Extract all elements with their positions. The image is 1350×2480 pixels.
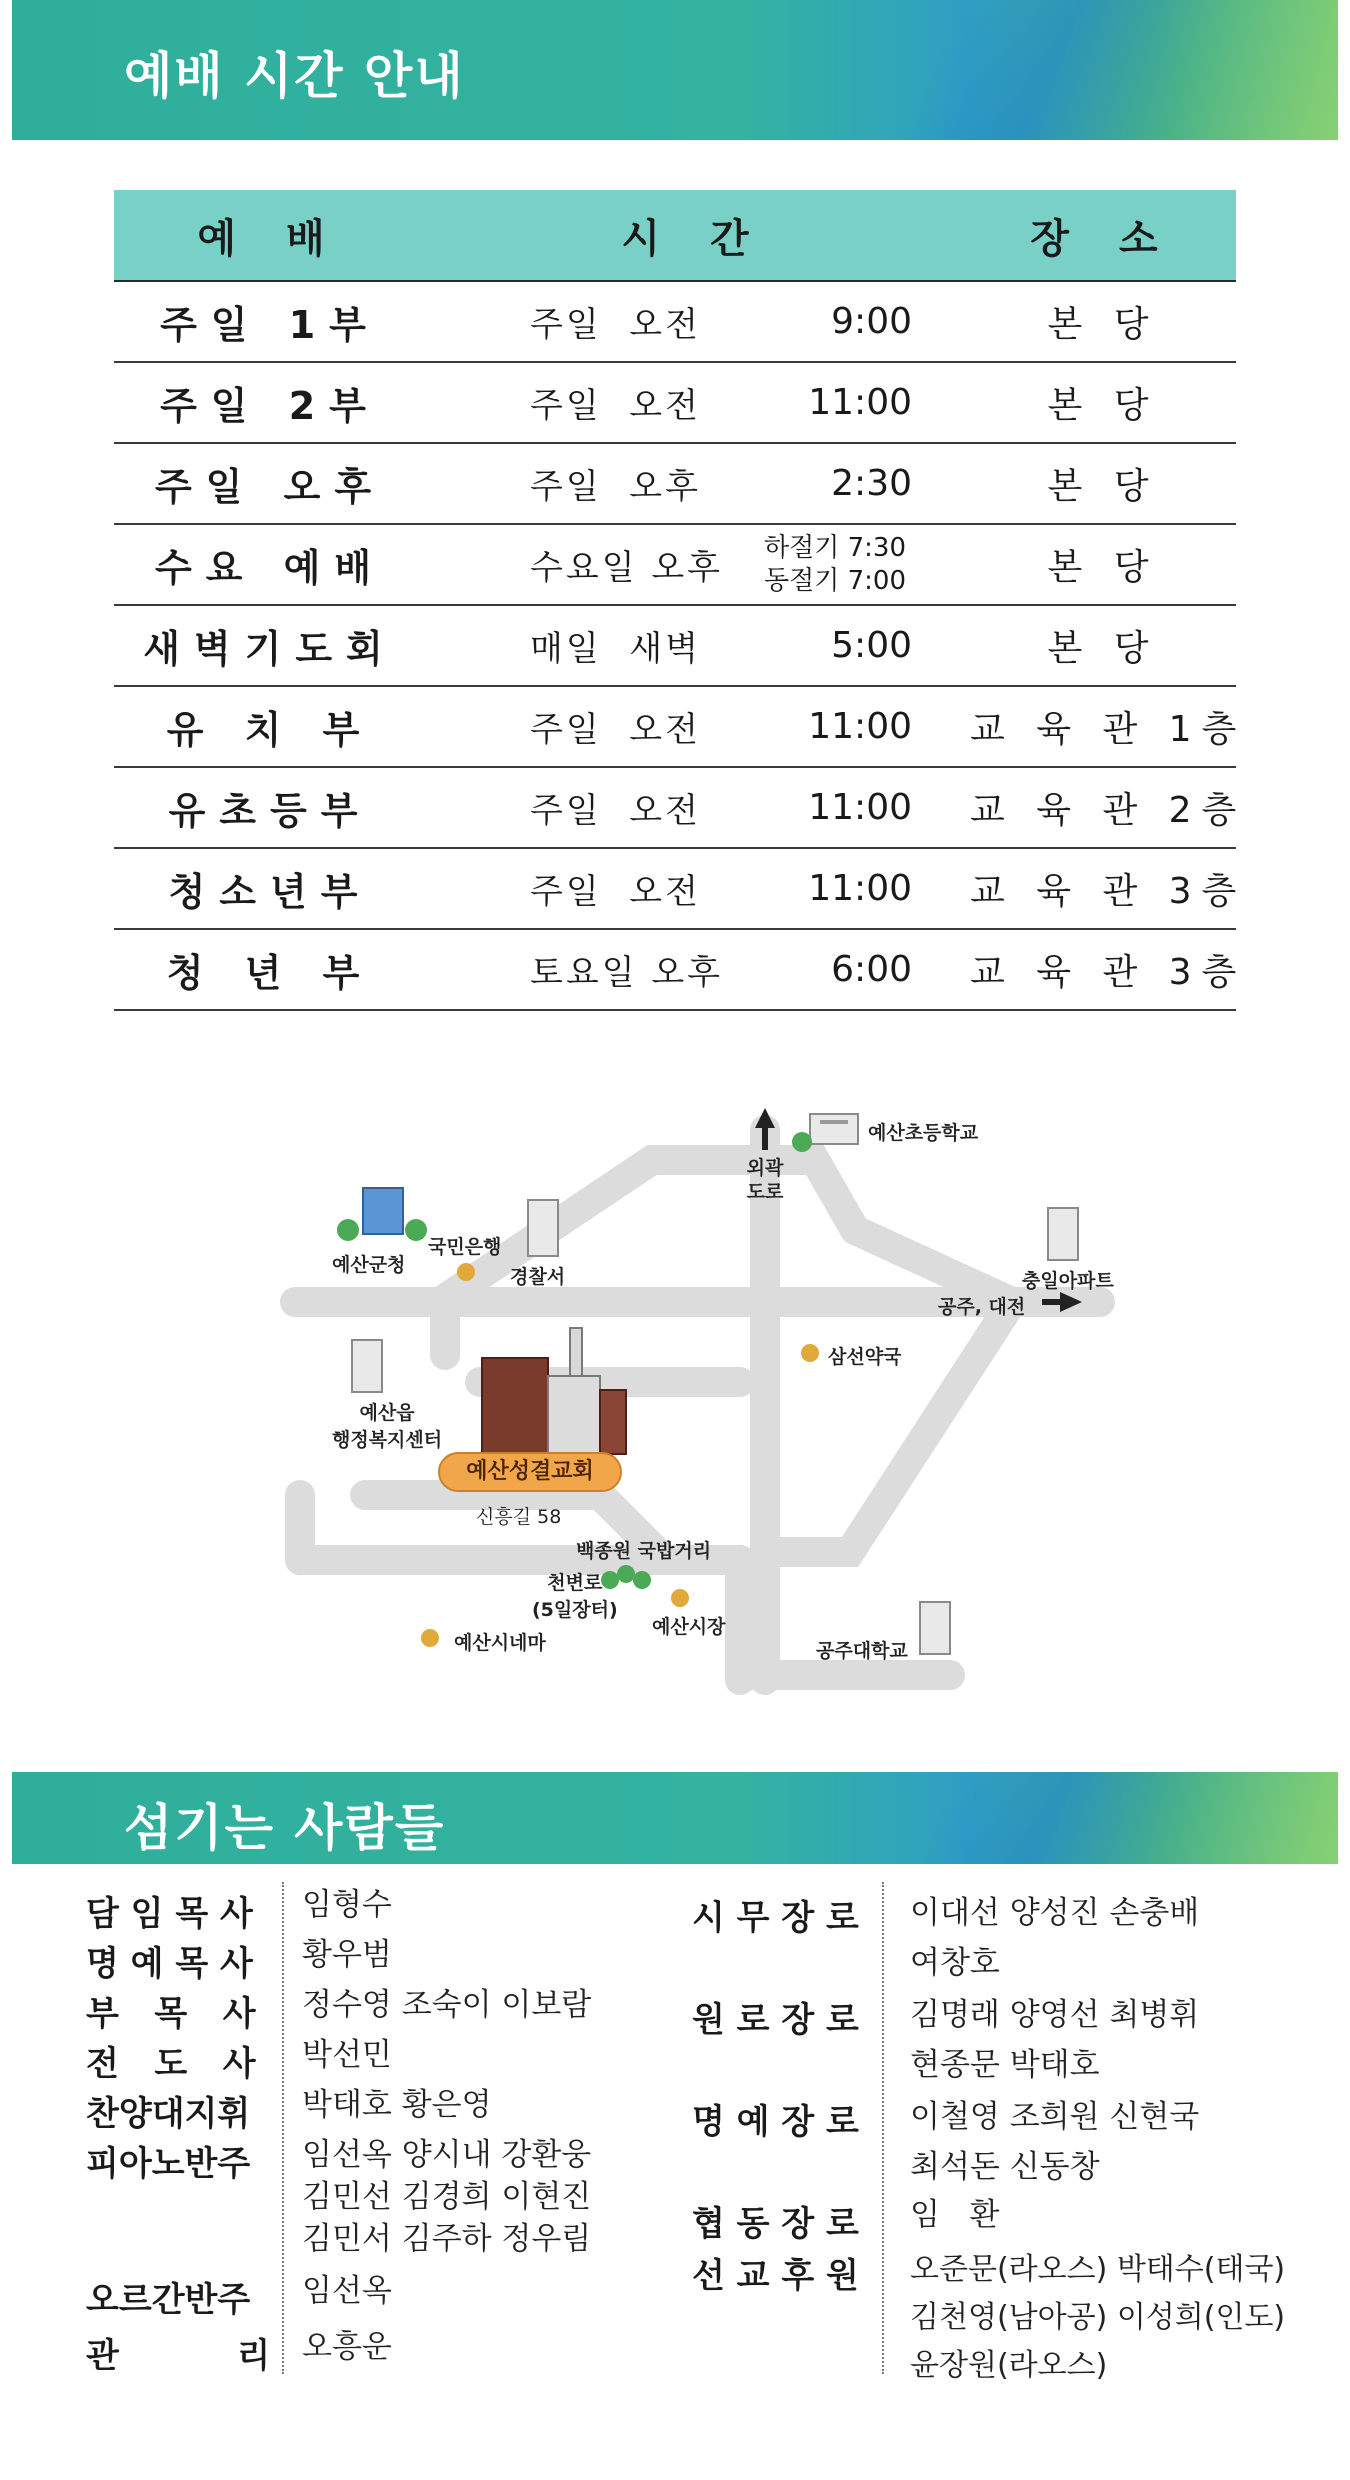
map-label-welfare-center-line2: 행정복지센터	[332, 1429, 443, 1451]
map-label-cheonbeon-line1: 천변로	[547, 1572, 603, 1594]
table-row	[114, 525, 1236, 606]
map-label-cinema: 예산시네마	[454, 1632, 546, 1654]
table-row	[114, 363, 1236, 444]
staff-names: 임 환	[910, 2197, 1000, 2233]
service-name: 주일 1부	[160, 303, 380, 347]
service-day: 주일 오전	[530, 386, 701, 426]
staff-names: 임형수	[302, 1887, 392, 1923]
service-day: 매일 새벽	[530, 629, 701, 669]
map-label-police: 경찰서	[510, 1266, 566, 1288]
service-name: 청소년부	[168, 870, 372, 914]
service-place: 교 육 관 3층	[970, 871, 1247, 912]
map-label-cheonbeon-line2: (5일장터)	[532, 1599, 618, 1621]
staff-name-line: 이철영 조희원 신현국	[910, 2099, 1200, 2135]
table-row	[114, 930, 1247, 1011]
service-time-summer: 하절기 7:30	[764, 532, 906, 563]
staff-name-line: 김민선 김경희 이현진	[302, 2179, 592, 2215]
staff-role: 전 도 사	[86, 2044, 256, 2084]
service-name: 유초등부	[168, 789, 372, 833]
map-label-gukbap-street: 백종원 국밥거리	[576, 1540, 712, 1562]
staff-name-line: 김명래 양영선 최병휘	[910, 1997, 1200, 2033]
staff-role: 명 예 목 사	[86, 1944, 253, 1984]
staff-names	[302, 2134, 591, 2260]
service-name: 청 년 부	[166, 951, 374, 995]
service-place: 본 당	[1047, 547, 1159, 588]
service-time-winter: 동절기 7:00	[764, 565, 906, 596]
staff-section-banner	[12, 1772, 1338, 1864]
church-name-badge: 예산성결교회	[438, 1452, 622, 1492]
service-time: 5:00	[831, 625, 912, 666]
worship-section-title: 예배 시간 안내	[124, 47, 465, 105]
service-place: 본 당	[1047, 304, 1159, 345]
staff-role: 피아노반주	[86, 2144, 251, 2184]
header-time: 시 간	[621, 215, 767, 262]
service-name: 주일 오후	[154, 465, 386, 509]
staff-names: 임선옥	[302, 2273, 392, 2309]
staff-names: 오흥운	[302, 2329, 392, 2365]
service-time: 11:00	[808, 868, 912, 909]
staff-role: 관 리	[86, 2336, 271, 2376]
staff-name-line: 오준문(라오스) 박태수(태국)	[910, 2252, 1286, 2287]
service-place: 본 당	[1047, 385, 1159, 426]
service-place: 본 당	[1047, 628, 1159, 669]
service-day: 주일 오전	[530, 710, 701, 750]
staff-name-line: 임선옥 양시내 강환웅	[302, 2137, 592, 2173]
staff-name-line: 여창호	[910, 1945, 1000, 1981]
staff-role: 오르간반주	[86, 2280, 251, 2320]
staff-section-title: 섬기는 사람들	[124, 1799, 446, 1857]
service-name: 새벽기도회	[143, 627, 397, 671]
table-row	[114, 687, 1247, 768]
staff-names: 박태호 황은영	[302, 2087, 492, 2123]
service-day: 주일 오전	[530, 791, 701, 831]
map-label-county-office: 예산군청	[332, 1254, 406, 1276]
service-time: 11:00	[808, 382, 912, 423]
staff-name-line: 김민서 김주하 정우림	[302, 2221, 592, 2257]
location-map	[270, 1090, 1130, 1710]
staff-role: 협 동 장 로	[692, 2204, 859, 2244]
service-name: 주일 2부	[160, 384, 380, 428]
staff-names: 정수영 조숙이 이보람	[302, 1987, 592, 2023]
staff-names: 박선민	[302, 2037, 392, 2073]
service-day: 토요일 오후	[530, 953, 724, 993]
map-label-kb-bank: 국민은행	[428, 1236, 502, 1258]
staff-names	[910, 1990, 1199, 2090]
table-row	[114, 282, 1236, 363]
staff-name-line: 윤장원(라오스)	[910, 2348, 1108, 2383]
staff-role: 부 목 사	[86, 1994, 256, 2034]
staff-name-line: 이대선 양성진 손충배	[910, 1895, 1200, 1931]
worship-section-banner	[12, 0, 1338, 140]
table-row	[114, 606, 1236, 687]
map-label-elementary-school: 예산초등학교	[868, 1122, 979, 1144]
header-service: 예 배	[197, 215, 343, 262]
map-label-university: 공주대학교	[816, 1640, 908, 1662]
service-place: 교 육 관 3층	[970, 952, 1247, 993]
church-address: 신흥길 58	[476, 1506, 562, 1528]
map-label-welfare-center	[332, 1398, 442, 1452]
staff-name-line: 현종문 박태호	[910, 2047, 1100, 2083]
header-place: 장 소	[1030, 215, 1176, 262]
service-time: 11:00	[808, 706, 912, 747]
service-place: 교 육 관 1층	[970, 709, 1247, 750]
staff-role: 담 임 목 사	[86, 1894, 253, 1934]
service-time: 11:00	[808, 787, 912, 828]
service-day: 주일 오전	[530, 305, 701, 345]
service-time: 6:00	[831, 949, 912, 990]
service-time: 2:30	[831, 463, 912, 504]
divider	[282, 1882, 284, 2374]
map-label-apartment: 충일아파트	[1022, 1270, 1114, 1292]
staff-role: 원 로 장 로	[692, 2000, 859, 2040]
map-label-market: 예산시장	[652, 1616, 726, 1638]
service-place: 교 육 관 2층	[970, 790, 1247, 831]
service-name: 유 치 부	[166, 708, 374, 752]
service-name: 수요 예배	[154, 546, 386, 590]
map-label-cheonbeon	[532, 1568, 618, 1622]
service-day: 수요일 오후	[530, 548, 724, 588]
worship-schedule-table	[114, 190, 1247, 1011]
staff-names	[910, 2092, 1199, 2192]
table-header	[114, 190, 1236, 282]
staff-role: 명 예 장 로	[692, 2102, 859, 2142]
service-place: 본 당	[1047, 466, 1159, 507]
divider	[882, 1882, 884, 2374]
staff-role: 시 무 장 로	[692, 1898, 859, 1938]
service-day: 주일 오전	[530, 872, 701, 912]
staff-names	[910, 1888, 1199, 1988]
staff-names: 황우범	[302, 1937, 392, 1973]
service-day: 주일 오후	[530, 467, 701, 507]
table-row	[114, 849, 1247, 930]
table-row	[114, 768, 1247, 849]
map-label-direction: 공주, 대전	[938, 1296, 1026, 1318]
staff-names	[910, 2246, 1285, 2390]
table-row	[114, 444, 1236, 525]
service-time	[684, 532, 934, 598]
staff-role: 찬양대지휘	[86, 2094, 251, 2134]
map-label-outer-road: 외곽도로	[746, 1157, 784, 1203]
map-label-pharmacy: 삼선약국	[828, 1346, 902, 1368]
map-label-welfare-center-line1: 예산읍	[359, 1402, 415, 1424]
staff-role: 선 교 후 원	[692, 2256, 859, 2296]
service-time: 9:00	[831, 301, 912, 342]
staff-name-line: 최석돈 신동창	[910, 2149, 1100, 2185]
staff-name-line: 김천영(남아공) 이성희(인도)	[910, 2300, 1286, 2335]
